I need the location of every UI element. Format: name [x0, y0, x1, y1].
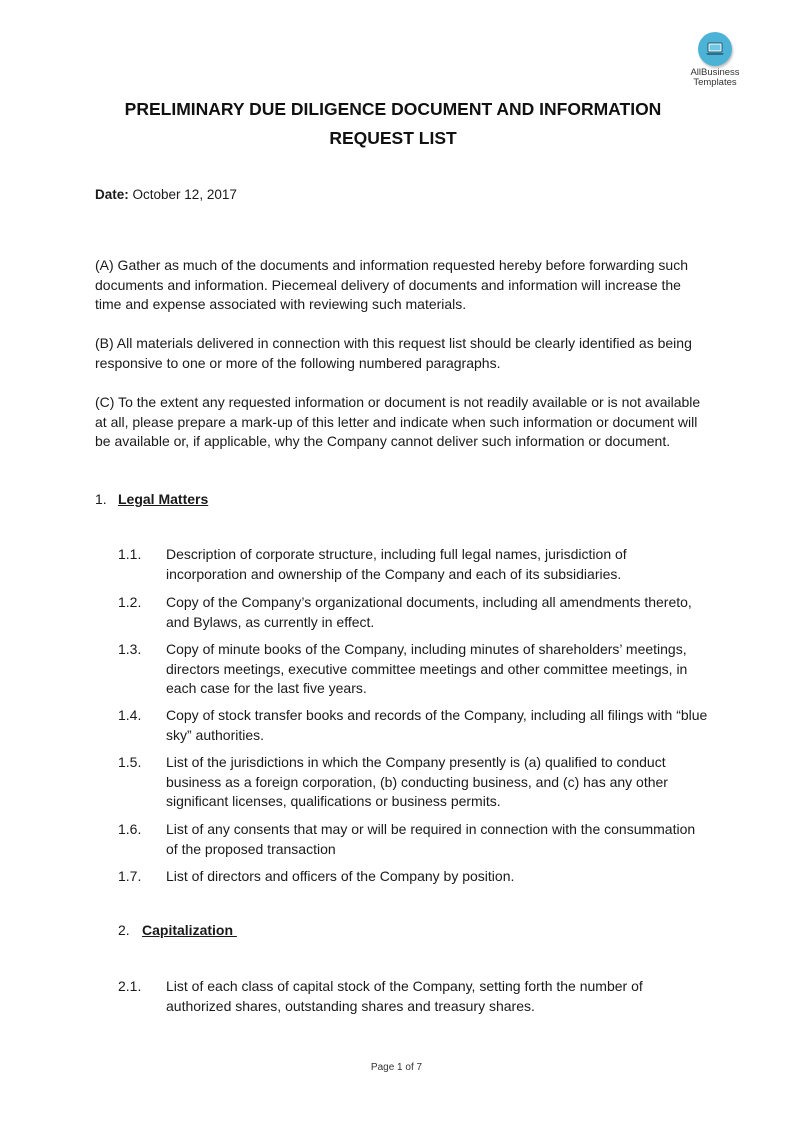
- item-number: 1.2.: [118, 594, 142, 610]
- date-label: Date:: [95, 187, 129, 202]
- item-text: Copy of minute books of the Company, including minutes of shareholders’ meetings, directors meetings, executive committee meetings and other committee meetings, in each case for the last five years.: [166, 641, 688, 696]
- section-label: Legal Matters: [118, 491, 209, 507]
- item-text: List of the jurisdictions in which the Company presently is (a) qualified to conduct business as a foreign corporation, (b) conducting business, and (c) has any other significant licenses, qualifications or business permits.: [166, 754, 668, 809]
- laptop-icon: [698, 32, 732, 66]
- item-text: Description of corporate structure, including full legal names, jurisdiction of incorporation and ownership of the Company and each of its subsidiaries.: [166, 546, 627, 582]
- intro-paragraph-c: (C) To the extent any requested information or document is not readily available or is not available at all, please prepare a mark-up of this letter and indicate when such information or document will be available or, if applicable, why the Company cannot deliver such information or document.: [95, 394, 701, 449]
- list-item: [118, 753, 708, 812]
- title-line1: PRELIMINARY DUE DILIGENCE DOCUMENT AND INFORMATION: [124, 99, 662, 119]
- list-item: [118, 867, 708, 887]
- section-heading-capitalization: [118, 922, 237, 938]
- document-title: [95, 95, 691, 153]
- section-heading-legal-matters: [95, 491, 208, 507]
- item-number: 1.5.: [118, 754, 142, 770]
- list-item: [118, 706, 708, 745]
- list-item: [118, 977, 708, 1016]
- item-text: List of directors and officers of the Company by position.: [166, 868, 515, 884]
- logo-text-line1: AllBusiness: [690, 67, 740, 78]
- item-number: 1.7.: [118, 868, 142, 884]
- title-line2: REQUEST LIST: [329, 128, 457, 148]
- intro-paragraph-b: (B) All materials delivered in connection with this request list should be clearly identified as being responsive to one or more of the following numbered paragraphs.: [95, 335, 692, 371]
- item-number: 2.1.: [118, 978, 142, 994]
- section-number: 1.: [95, 491, 107, 507]
- item-number: 1.6.: [118, 821, 142, 837]
- date-value: October 12, 2017: [132, 187, 237, 202]
- item-text: Copy of stock transfer books and records of the Company, including all filings with “blue sky” authorities.: [166, 707, 708, 743]
- item-number: 1.3.: [118, 641, 142, 657]
- list-item: [118, 640, 708, 699]
- section-number: 2.: [118, 922, 130, 938]
- list-item: [118, 820, 708, 859]
- page-number: Page 1 of 7: [370, 1062, 423, 1073]
- item-number: 1.4.: [118, 707, 142, 723]
- section-label: Capitalization: [142, 922, 237, 938]
- date-line: [95, 187, 237, 202]
- list-item: [118, 593, 708, 632]
- item-number: 1.1.: [118, 546, 142, 562]
- item-text: List of any consents that may or will be required in connection with the consummation of the proposed transaction: [166, 821, 696, 857]
- list-item: [118, 545, 708, 584]
- intro-paragraph-a: (A) Gather as much of the documents and information requested hereby before forwarding such documents and information. Piecemeal delivery of documents and information will increase the time and expense associated with reviewing such materials.: [95, 257, 688, 312]
- brand-logo: [684, 32, 746, 88]
- logo-text-line2: Templates: [693, 77, 737, 88]
- item-text: Copy of the Company’s organizational documents, including all amendments thereto, and Bylaws, as currently in effect.: [166, 594, 692, 630]
- item-text: List of each class of capital stock of the Company, setting forth the number of authorized shares, outstanding shares and treasury shares.: [166, 978, 643, 1014]
